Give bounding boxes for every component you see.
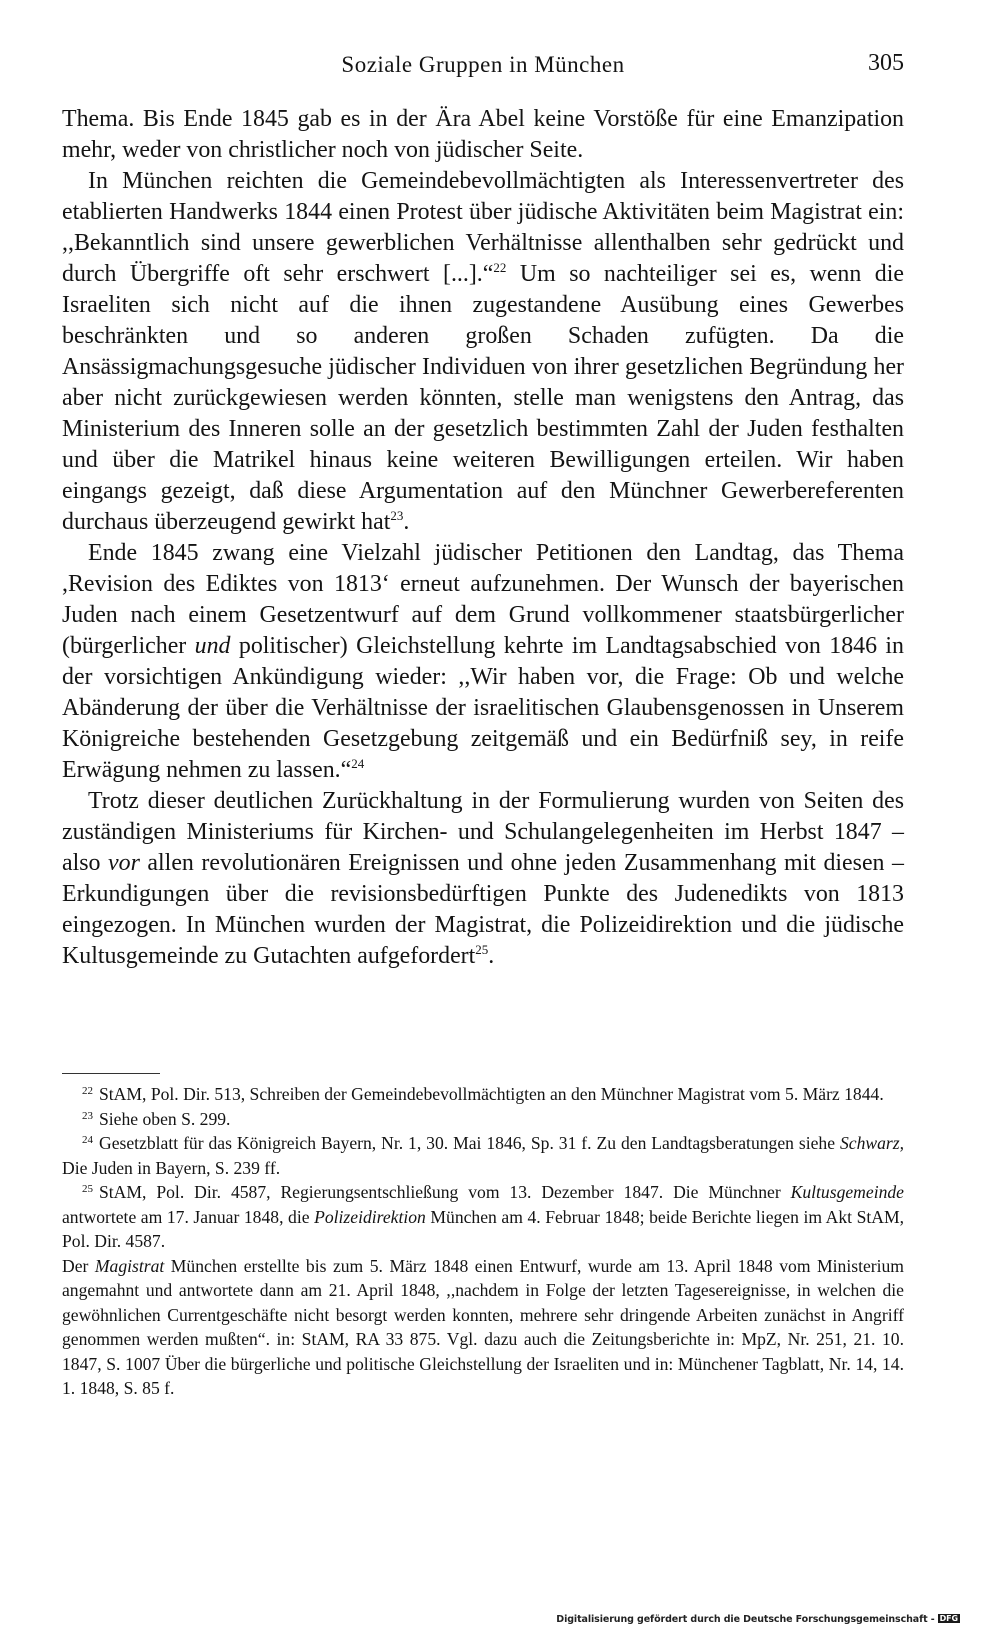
text-run: Thema. Bis Ende 1845 gab es in der Ära Abel keine Vorstöße für eine Emanzipation mehr, weder von christlicher noch von jüdischer Seite. bbox=[62, 106, 904, 163]
footnote bbox=[62, 1107, 904, 1132]
footnote-reference: 22 bbox=[493, 260, 507, 275]
text-run: Trotz dieser deutlichen Zurückhaltung in der Formulierung wurden von Seiten des zuständigen Ministeriums für Kirchen- und Schulangelegenheiten im Herbst 1847 – also bbox=[62, 788, 904, 876]
text-run: Gesetzblatt für das Königreich Bayern, Nr. 1, 30. Mai 1846, Sp. 31 f. Zu den Landtagsberatungen siehe bbox=[99, 1133, 840, 1153]
digitization-credit-text: Digitalisierung gefördert durch die Deutsche Forschungsgemeinschaft - bbox=[556, 1614, 935, 1625]
text-run: StAM, Pol. Dir. 4587, Regierungsentschließung vom 13. Dezember 1847. Die Münchner bbox=[99, 1182, 791, 1202]
text-run: Siehe oben S. 299. bbox=[99, 1108, 231, 1129]
footnote-separator bbox=[62, 1073, 160, 1074]
footnote bbox=[62, 1082, 904, 1107]
body-paragraph bbox=[62, 104, 904, 166]
text-run: München erstellte bis zum 5. März 1848 einen Entwurf, wurde am 13. April 1848 vom Ministerium angemahnt und antwortete dann am 21. April 1848, ,,nachdem in Folge der letzten Tagesereignisse, in welchen die gewöhnlichen Currentgeschäfte nicht besorgt werden konnten, mehrere sehr dringende Arbeiten zunächst in Angriff genommen werden mußten“. in: StAM, RA 33 875. Vgl. dazu auch die Zeitungsberichte in: MpZ, Nr. 251, 21. 10. 1847, S. 1007 Über die bürgerliche und politische Gleichstellung der Israeliten und in: Münchener Tagblatt, Nr. 14, 14. 1. 1848, S. 85 f. bbox=[62, 1255, 904, 1398]
footnote-continuation bbox=[62, 1254, 904, 1401]
footnote bbox=[62, 1131, 904, 1180]
body-paragraph bbox=[62, 166, 904, 538]
footnote-reference: 24 bbox=[351, 756, 365, 771]
body-paragraph bbox=[62, 538, 904, 786]
text-run: In München reichten die Gemeindebevollmächtigten als Interessenvertreter des etablierten Handwerks 1844 einen Protest über jüdische Aktivitäten beim Magistrat ein: ,,Bekanntlich sind unsere gewerblichen Verhältnisse allenthalben sehr gedrückt und durch Übergriffe oft sehr erschwert [...].“ bbox=[62, 168, 904, 287]
footnote-number: 23 bbox=[82, 1109, 93, 1122]
footnote-reference: 25 bbox=[475, 942, 489, 957]
footnote-number: 25 bbox=[82, 1183, 93, 1195]
text-run: . bbox=[488, 943, 495, 969]
text-run: Der bbox=[62, 1255, 95, 1276]
text-run: Um so nachteiliger sei es, wenn die Israeliten sich nicht auf die ihnen zugestandene Ausübung eines Gewerbes beschränkten und so anderen großen Schaden zufügten. Da die Ansässigmachungsgesuche jüdischer Individuen von ihrer gesetzlichen Begründung her aber nicht zurückgewiesen werden könnten, stelle man wenigstens den Antrag, das Ministerium des Inneren solle an der gesetzlich bestimmten Zahl der Juden festhalten und über die Matrikel hinaus keine weiteren Bewilligungen erteilen. Wir haben eingangs gezeigt, daß diese Argumentation auf den Münchner Gewerbereferenten durchaus überzeugend gewirkt hat bbox=[62, 261, 904, 535]
text-run: Die Juden in Bayern, S. 239 ff. bbox=[62, 1157, 281, 1178]
running-title: Soziale Gruppen in München bbox=[341, 52, 625, 77]
text-run: politischer) Gleichstellung kehrte im Landtagsabschied von 1846 in der vorsichtigen Ankündigung wieder: ,,Wir haben vor, die Frage: Ob und welche Abänderung der über die Verhältnisse der israelitischen Glaubensgenossen in Unserem Königreiche bestehenden Gesetzgebung zeitgemäß und ein Bedürfniß sey, in reife Erwägung nehmen zu lassen.“ bbox=[62, 633, 905, 783]
dfg-logo: DFG bbox=[939, 1614, 958, 1623]
running-head bbox=[62, 50, 904, 82]
body-paragraph bbox=[62, 786, 904, 972]
footnote bbox=[62, 1180, 904, 1254]
text-run: . bbox=[403, 509, 410, 535]
body-text bbox=[62, 104, 904, 972]
footnote-number: 24 bbox=[82, 1134, 93, 1146]
footnote-reference: 23 bbox=[390, 508, 404, 523]
text-run: StAM, Pol. Dir. 513, Schreiben der Gemeindebevollmächtigten an den Münchner Magistrat vom 5. März 1844. bbox=[99, 1084, 884, 1104]
digitization-credit bbox=[556, 1614, 960, 1625]
footnotes bbox=[62, 1082, 904, 1401]
text-run: antwortete am 17. Januar 1848, die bbox=[62, 1206, 315, 1227]
italic-text: Kultusgemeinde bbox=[790, 1182, 904, 1202]
italic-text: Magistrat bbox=[94, 1255, 165, 1276]
italic-text: vor bbox=[108, 850, 140, 876]
italic-text: Polizeidirektion bbox=[314, 1206, 426, 1227]
text-run: allen revolutionären Ereignissen und ohne jeden Zusammenhang mit diesen – Erkundigungen über die revisionsbedürftigen Punkte des Judenedikts von 1813 eingezogen. In München wurden der Magistrat, die Polizeidirektion und die jüdische Kultusgemeinde zu Gutachten aufgefordert bbox=[62, 850, 904, 969]
text-run: München am 4. Februar 1848; beide Berichte liegen im Akt StAM, Pol. Dir. 4587. bbox=[62, 1206, 905, 1251]
footnote-number: 22 bbox=[82, 1085, 93, 1097]
text-run: Ende 1845 zwang eine Vielzahl jüdischer Petitionen den Landtag, das Thema ,Revision des Ediktes von 1813‘ erneut aufzunehmen. Der Wunsch der bayerischen Juden nach einem Gesetzentwurf auf dem Grund vollkommener staatsbürgerlicher (bürgerlicher bbox=[62, 540, 904, 659]
italic-text: Schwarz, bbox=[839, 1133, 904, 1153]
page-number: 305 bbox=[868, 50, 904, 76]
italic-text: und bbox=[194, 633, 231, 659]
